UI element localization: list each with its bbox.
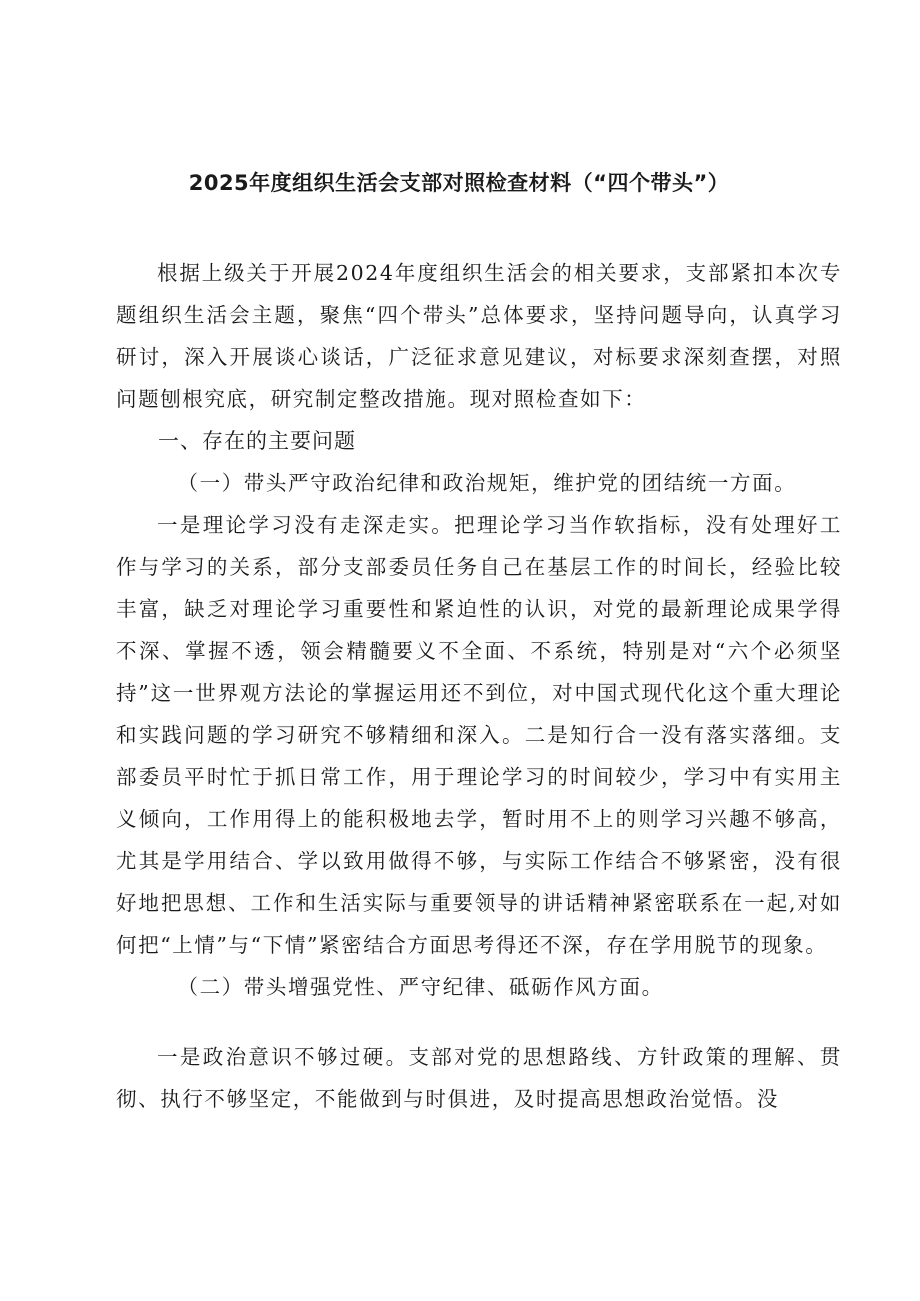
document-title: 2025年度组织生活会支部对照检查材料（“四个带头”） <box>188 171 730 195</box>
subsection-body-party-spirit: 一是政治意识不够过硬。支部对党的思想路线、方针政策的理解、贯彻、执行不够坚定，不能做到与时俱进，及时提高思想政治觉悟。没 <box>116 1045 842 1111</box>
section-heading-main-problems: 一、存在的主要问题 <box>158 429 356 453</box>
paragraph-gap <box>116 1008 842 1036</box>
intro-paragraph: 根据上级关于开展2024年度组织生活会的相关要求，支部紧扣本次专题组织生活会主题，聚焦“四个带头”总体要求，坚持问题导向，认真学习研讨，深入开展谈心谈话，广泛征求意见建议，对标要求深刻查摆，对照问题刨根究底，研究制定整改措施。现对照检查如下： <box>116 261 842 411</box>
subsection-body-political-discipline: 一是理论学习没有走深走实。把理论学习当作软指标，没有处理好工作与学习的关系，部分支部委员任务自己在基层工作的时间长，经验比较丰富，缺乏对理论学习重要性和紧迫性的认识，对党的最新理论成果学得不深、掌握不透，领会精髓要义不全面、不系统，特别是对“六个必须坚持”这一世界观方法论的掌握运用还不到位，对中国式现代化这个重大理论和实践问题的学习研究不够精细和深入。二是知行合一没有落实落细。支部委员平时忙于抓日常工作，用于理论学习的时间较少，学习中有实用主义倾向，工作用得上的能积极地去学，暂时用不上的则学习兴趣不够高，尤其是学用结合、学以致用做得不够，与实际工作结合不够紧密，没有很好地把思想、工作和生活实际与重要领导的讲话精神紧密联系在一起,对如何把“上情”与“下情”紧密结合方面思考得还不深，存在学用脱节的现象。 <box>116 513 842 957</box>
subsection-heading-party-spirit: （二）带头增强党性、严守纪律、砥砺作风方面。 <box>177 975 664 999</box>
subsection-heading-political-discipline: （一）带头严守政治纪律和政治规矩，维护党的团结统一方面。 <box>177 471 797 495</box>
